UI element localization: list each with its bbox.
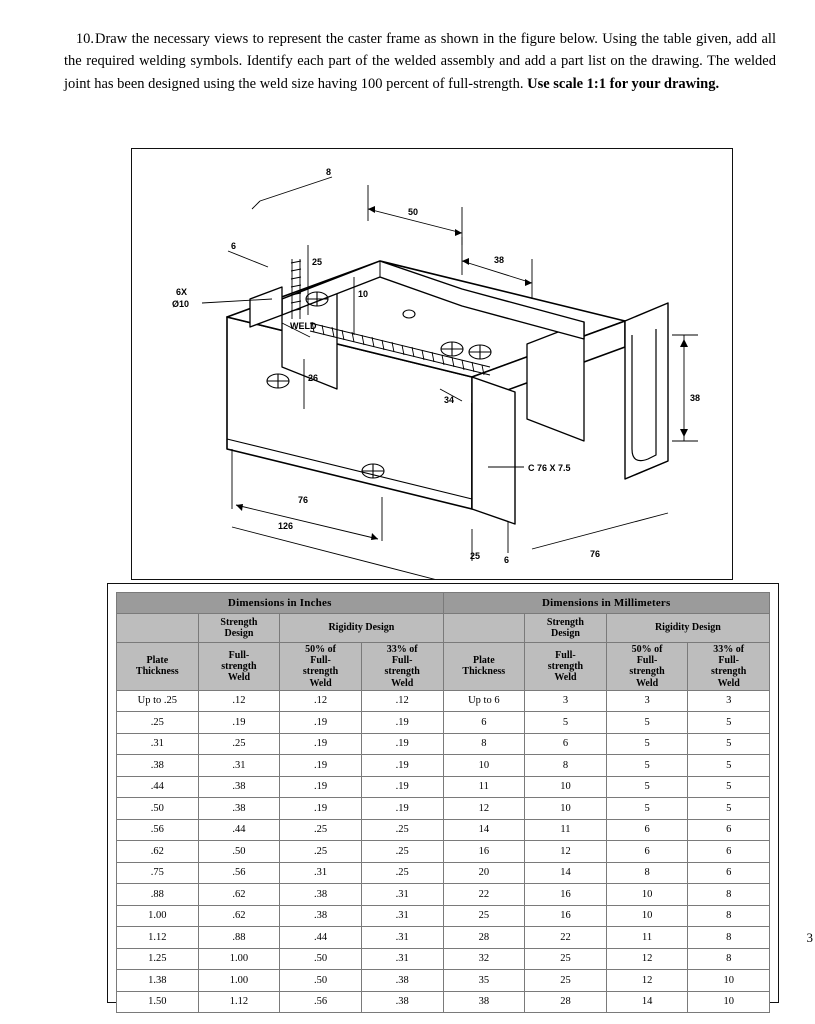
- table-cell: 10: [525, 776, 607, 798]
- table-cell: 5: [688, 755, 770, 777]
- dim-26: 26: [308, 373, 319, 383]
- table-cell: .25: [198, 733, 280, 755]
- table-cell: 10: [606, 884, 688, 906]
- table-cell: 12: [525, 841, 607, 863]
- caster-frame-drawing: [132, 149, 732, 579]
- page-edge-mark: 3: [806, 930, 813, 945]
- table-cell: .19: [280, 755, 362, 777]
- table-cell: 1.38: [117, 970, 199, 992]
- table-cell: 1.12: [198, 991, 280, 1013]
- dim-8: 8: [326, 167, 332, 177]
- table-cell: 20: [443, 862, 525, 884]
- table-cell: 1.25: [117, 948, 199, 970]
- label-weld: WELD: [290, 321, 317, 331]
- label-channel: C 76 X 7.5: [528, 463, 571, 473]
- table-row: [117, 712, 770, 734]
- table-cell: 1.00: [117, 905, 199, 927]
- dim-34: 34: [444, 395, 455, 405]
- table-row: [117, 905, 770, 927]
- table-cell: .44: [117, 776, 199, 798]
- table-cell: 8: [688, 884, 770, 906]
- label-6x: 6X: [176, 287, 188, 297]
- table-cell: .25: [361, 819, 443, 841]
- table-cell: .25: [280, 841, 362, 863]
- table-cell: 1.12: [117, 927, 199, 949]
- table-cell: 16: [443, 841, 525, 863]
- table-cell: 3: [606, 690, 688, 712]
- table-cell: 10: [606, 905, 688, 927]
- weld-size-table-frame: [107, 583, 779, 1008]
- table-cell: 5: [606, 733, 688, 755]
- table-cell: .44: [280, 927, 362, 949]
- table-cell: .19: [198, 712, 280, 734]
- table-cell: 8: [688, 905, 770, 927]
- table-cell: .88: [198, 927, 280, 949]
- table-cell: 12: [606, 948, 688, 970]
- table-cell: .50: [280, 970, 362, 992]
- table-cell: 6: [443, 712, 525, 734]
- dim-25-bottom: 25: [470, 551, 481, 561]
- table-cell: .38: [280, 884, 362, 906]
- table-row: [117, 991, 770, 1013]
- table-cell: 10: [443, 755, 525, 777]
- table-cell: .19: [280, 798, 362, 820]
- table-row: [117, 927, 770, 949]
- table-cell: 1.00: [198, 948, 280, 970]
- table-cell: .38: [198, 776, 280, 798]
- table-cell: .19: [280, 733, 362, 755]
- dim-6: 6: [231, 241, 237, 251]
- table-cell: 8: [688, 927, 770, 949]
- table-cell: 6: [606, 819, 688, 841]
- table-cell: 3: [688, 690, 770, 712]
- table-cell: 5: [525, 712, 607, 734]
- table-cell: .38: [198, 798, 280, 820]
- table-row: [117, 776, 770, 798]
- table-cell: .31: [361, 948, 443, 970]
- table-cell: .56: [117, 819, 199, 841]
- table-cell: .25: [361, 841, 443, 863]
- dim-38-top: 38: [494, 255, 505, 265]
- table-cell: .25: [280, 819, 362, 841]
- table-cell: 6: [688, 819, 770, 841]
- table-cell: 25: [525, 948, 607, 970]
- table-row: [117, 948, 770, 970]
- table-cell: 16: [525, 884, 607, 906]
- table-cell: 8: [525, 755, 607, 777]
- label-hole-dia: Ø10: [172, 299, 190, 309]
- header-spacer-right: [443, 614, 525, 643]
- header-strength-design-mm: Strength Design: [525, 614, 607, 643]
- table-cell: .88: [117, 884, 199, 906]
- table-cell: .31: [361, 927, 443, 949]
- table-cell: .19: [361, 755, 443, 777]
- table-cell: .56: [280, 991, 362, 1013]
- table-cell: .31: [361, 905, 443, 927]
- table-cell: .75: [117, 862, 199, 884]
- table-cell: Up to .25: [117, 690, 199, 712]
- header-rigidity-design-in: Rigidity Design: [280, 614, 443, 643]
- table-cell: 5: [688, 776, 770, 798]
- table-cell: 14: [443, 819, 525, 841]
- table-cell: 10: [525, 798, 607, 820]
- col-33pct-mm: 33% of Full- strength Weld: [688, 643, 770, 691]
- table-cell: 8: [443, 733, 525, 755]
- table-cell: 14: [606, 991, 688, 1013]
- table-cell: .25: [361, 862, 443, 884]
- table-cell: 16: [525, 905, 607, 927]
- header-millimeters: Dimensions in Millimeters: [443, 593, 770, 614]
- table-cell: .62: [198, 905, 280, 927]
- table-cell: .50: [117, 798, 199, 820]
- question-text-emphasis: Use scale 1:1 for your drawing.: [527, 75, 720, 92]
- table-cell: .62: [117, 841, 199, 863]
- table-cell: .38: [280, 905, 362, 927]
- table-row: [117, 798, 770, 820]
- table-cell: 32: [443, 948, 525, 970]
- table-cell: 5: [606, 755, 688, 777]
- table-row: [117, 733, 770, 755]
- table-row: [117, 884, 770, 906]
- table-cell: .12: [198, 690, 280, 712]
- table-cell: 3: [525, 690, 607, 712]
- dim-76-bottom: 76: [298, 495, 309, 505]
- header-spacer-left: [117, 614, 199, 643]
- table-cell: .38: [117, 755, 199, 777]
- table-cell: 28: [525, 991, 607, 1013]
- table-cell: .31: [198, 755, 280, 777]
- table-cell: 38: [443, 991, 525, 1013]
- table-cell: 12: [606, 970, 688, 992]
- table-row: [117, 970, 770, 992]
- table-cell: 28: [443, 927, 525, 949]
- col-full-strength-weld-mm: Full- strength Weld: [525, 643, 607, 691]
- table-cell: 5: [606, 798, 688, 820]
- table-cell: 5: [688, 712, 770, 734]
- table-cell: .25: [117, 712, 199, 734]
- table-cell: .38: [361, 970, 443, 992]
- dim-38-right: 38: [690, 393, 701, 403]
- table-row: [117, 755, 770, 777]
- table-cell: 5: [606, 712, 688, 734]
- table-cell: 6: [688, 862, 770, 884]
- table-cell: .31: [280, 862, 362, 884]
- col-50pct-in: 50% of Full- strength Weld: [280, 643, 362, 691]
- dim-10: 10: [358, 289, 369, 299]
- table-row: [117, 819, 770, 841]
- table-cell: .19: [361, 798, 443, 820]
- table-cell: 8: [688, 948, 770, 970]
- table-cell: 8: [606, 862, 688, 884]
- header-strength-design-in: Strength Design: [198, 614, 280, 643]
- table-cell: .44: [198, 819, 280, 841]
- table-cell: 25: [525, 970, 607, 992]
- col-plate-thickness-mm: Plate Thickness: [443, 643, 525, 691]
- table-cell: 11: [606, 927, 688, 949]
- dim-76-right: 76: [590, 549, 601, 559]
- table-cell: .19: [361, 712, 443, 734]
- table-cell: 35: [443, 970, 525, 992]
- weld-size-table: [116, 592, 770, 1013]
- table-cell: .56: [198, 862, 280, 884]
- table-cell: .31: [361, 884, 443, 906]
- weld-table-body: [117, 690, 770, 1013]
- col-plate-thickness-in: Plate Thickness: [117, 643, 199, 691]
- table-cell: .31: [117, 733, 199, 755]
- table-cell: .19: [280, 712, 362, 734]
- table-cell: 6: [525, 733, 607, 755]
- table-cell: 10: [688, 970, 770, 992]
- table-cell: 10: [688, 991, 770, 1013]
- question-block: [64, 28, 776, 95]
- col-33pct-in: 33% of Full- strength Weld: [361, 643, 443, 691]
- table-cell: 5: [688, 733, 770, 755]
- table-cell: 12: [443, 798, 525, 820]
- table-cell: .50: [280, 948, 362, 970]
- col-50pct-mm: 50% of Full- strength Weld: [606, 643, 688, 691]
- table-cell: 11: [443, 776, 525, 798]
- col-full-strength-weld-in: Full- strength Weld: [198, 643, 280, 691]
- table-cell: .19: [280, 776, 362, 798]
- table-cell: .38: [361, 991, 443, 1013]
- header-rigidity-design-mm: Rigidity Design: [606, 614, 769, 643]
- dim-126: 126: [278, 521, 294, 531]
- table-row: [117, 841, 770, 863]
- table-cell: .19: [361, 733, 443, 755]
- table-row: [117, 690, 770, 712]
- question-text-main: Draw the necessary views to represent the caster frame as shown in the figure below. Using the table given, add all the required welding symbols. Identify each part of the welded assembly and add a part list on the drawing. The welded joint has been designed using the weld size having 100 percent of full-strength.: [64, 31, 776, 92]
- table-cell: 1.00: [198, 970, 280, 992]
- table-cell: .12: [280, 690, 362, 712]
- table-cell: 11: [525, 819, 607, 841]
- table-cell: .19: [361, 776, 443, 798]
- table-cell: Up to 6: [443, 690, 525, 712]
- question-number: 10.: [75, 31, 94, 47]
- table-cell: 5: [688, 798, 770, 820]
- table-cell: 5: [606, 776, 688, 798]
- table-cell: 22: [525, 927, 607, 949]
- table-row: [117, 862, 770, 884]
- table-cell: 22: [443, 884, 525, 906]
- dim-6-bottom: 6: [504, 555, 510, 565]
- dim-25: 25: [312, 257, 323, 267]
- table-cell: .12: [361, 690, 443, 712]
- figure-frame: [131, 148, 733, 580]
- table-cell: 6: [688, 841, 770, 863]
- table-cell: 1.50: [117, 991, 199, 1013]
- table-cell: 14: [525, 862, 607, 884]
- table-cell: .62: [198, 884, 280, 906]
- dim-50: 50: [408, 207, 419, 217]
- question-text: [64, 31, 776, 92]
- header-inches: Dimensions in Inches: [117, 593, 444, 614]
- table-cell: 6: [606, 841, 688, 863]
- table-cell: .50: [198, 841, 280, 863]
- table-cell: 25: [443, 905, 525, 927]
